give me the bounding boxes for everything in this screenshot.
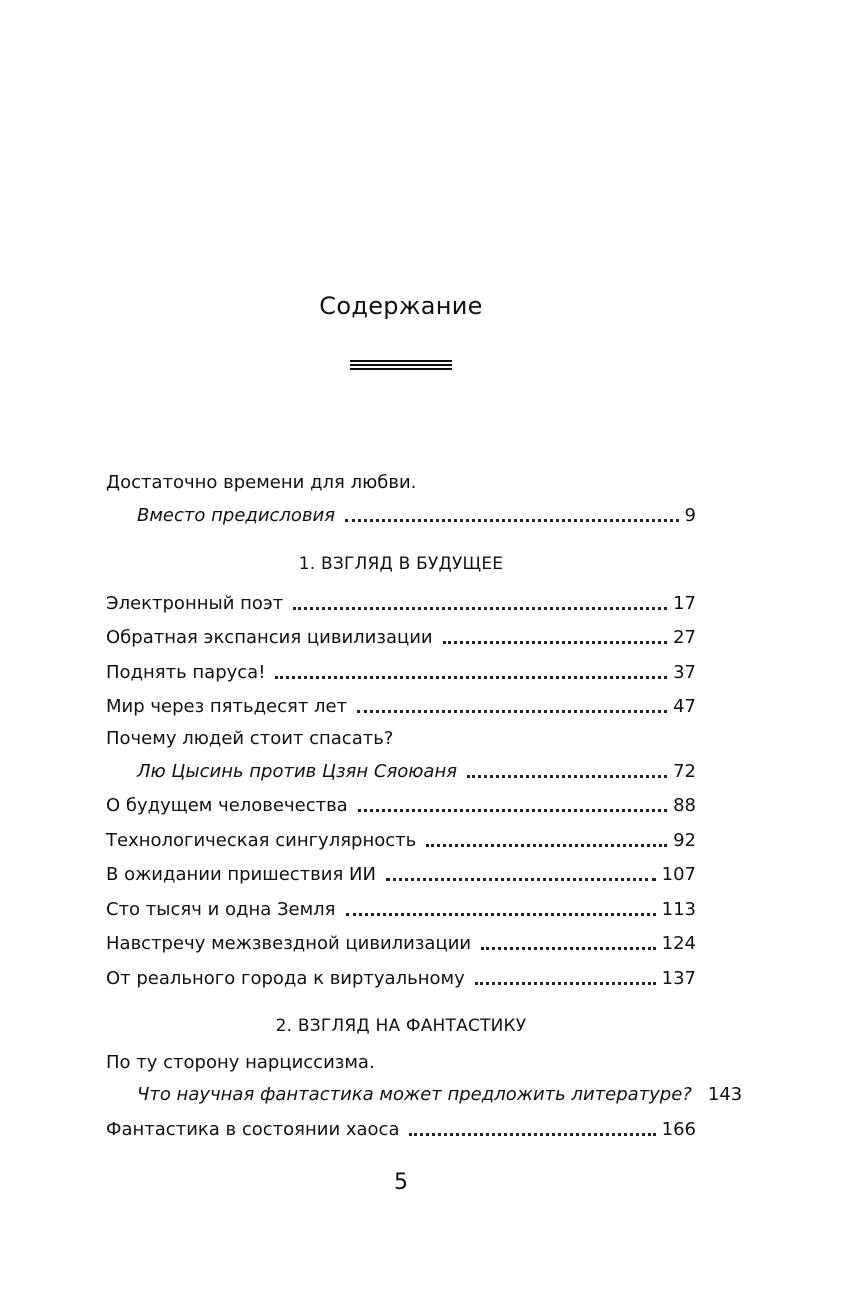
dot-leader <box>386 867 656 881</box>
toc-page-number: 107 <box>661 864 696 885</box>
toc-page-number: 17 <box>673 593 696 614</box>
toc-entry[interactable] <box>106 1114 696 1140</box>
toc-page-number: 113 <box>661 899 696 920</box>
toc-page-number: 47 <box>673 696 696 717</box>
toc-entry-narc[interactable] <box>106 1079 743 1105</box>
section-heading-2: 2. ВЗГЛЯД НА ФАНТАСТИКУ <box>275 1016 527 1036</box>
toc-entry-subtitle: Лю Цысинь против Цзян Сяоюаня <box>137 761 458 782</box>
dot-leader <box>357 699 667 713</box>
toc-entry-title: Электронный поэт <box>106 593 284 614</box>
page-number: 5 <box>394 1170 408 1195</box>
toc-page-number: 9 <box>684 505 696 526</box>
toc-entry-why[interactable] <box>106 756 696 782</box>
toc-entry-subtitle: Что научная фантастика может предложить литературе? <box>137 1084 692 1105</box>
dot-leader <box>346 902 656 916</box>
toc-entry-title: Обратная экспансия цивилизации <box>106 627 433 648</box>
toc-entry-narc-title: По ту сторону нарциссизма. <box>106 1052 375 1073</box>
toc-entry[interactable] <box>106 963 696 989</box>
toc-entry[interactable] <box>106 691 696 717</box>
toc-entry-title: Поднять паруса! <box>106 662 266 683</box>
toc-entry[interactable] <box>106 825 696 851</box>
toc-entry-title: Фантастика в состоянии хаоса <box>106 1119 400 1140</box>
dot-leader <box>409 1122 655 1136</box>
toc-entry[interactable] <box>106 588 696 614</box>
toc-entry-subtitle: Вместо предисловия <box>137 505 336 526</box>
dot-leader <box>475 971 656 985</box>
toc-entry-title: Сто тысяч и одна Земля <box>106 899 336 920</box>
toc-entry-intro[interactable] <box>106 500 696 526</box>
dot-leader <box>443 630 667 644</box>
dot-leader <box>345 508 678 522</box>
toc-page-number: 92 <box>673 830 696 851</box>
toc-entry-title: Технологическая сингулярность <box>106 830 417 851</box>
toc-entry-why-title: Почему людей стоит спасать? <box>106 728 394 749</box>
page-title: Содержание <box>319 292 483 320</box>
toc-entry[interactable] <box>106 894 696 920</box>
title-rule-ornament <box>350 360 452 374</box>
toc-entry-title: Мир через пятьдесят лет <box>106 696 348 717</box>
toc-entry[interactable] <box>106 622 696 648</box>
toc-entry-title: О будущем человечества <box>106 795 348 816</box>
toc-page-number: 37 <box>673 662 696 683</box>
dot-leader <box>481 936 656 950</box>
toc-page-number: 124 <box>661 933 696 954</box>
toc-page-number: 88 <box>673 795 696 816</box>
toc-entry[interactable] <box>106 859 696 885</box>
toc-page-number: 166 <box>661 1119 696 1140</box>
toc-entry-intro-title: Достаточно времени для любви. <box>106 472 417 493</box>
dot-leader <box>426 833 667 847</box>
toc-page-number: 27 <box>673 627 696 648</box>
toc-entry[interactable] <box>106 657 696 683</box>
toc-page-number: 72 <box>673 761 696 782</box>
toc-entry[interactable] <box>106 928 696 954</box>
toc-entry-title: В ожидании пришествия ИИ <box>106 864 376 885</box>
dot-leader <box>358 798 667 812</box>
toc-page-number: 137 <box>661 968 696 989</box>
dot-leader <box>293 596 667 610</box>
toc-entry-title: Навстречу межзвездной цивилизации <box>106 933 472 954</box>
toc-entry[interactable] <box>106 790 696 816</box>
dot-leader <box>467 764 667 778</box>
section-heading-1: 1. ВЗГЛЯД В БУДУЩЕЕ <box>298 554 504 574</box>
toc-page-number: 143 <box>707 1084 743 1105</box>
dot-leader <box>275 665 667 679</box>
toc-entry-title: От реального города к виртуальному <box>106 968 465 989</box>
